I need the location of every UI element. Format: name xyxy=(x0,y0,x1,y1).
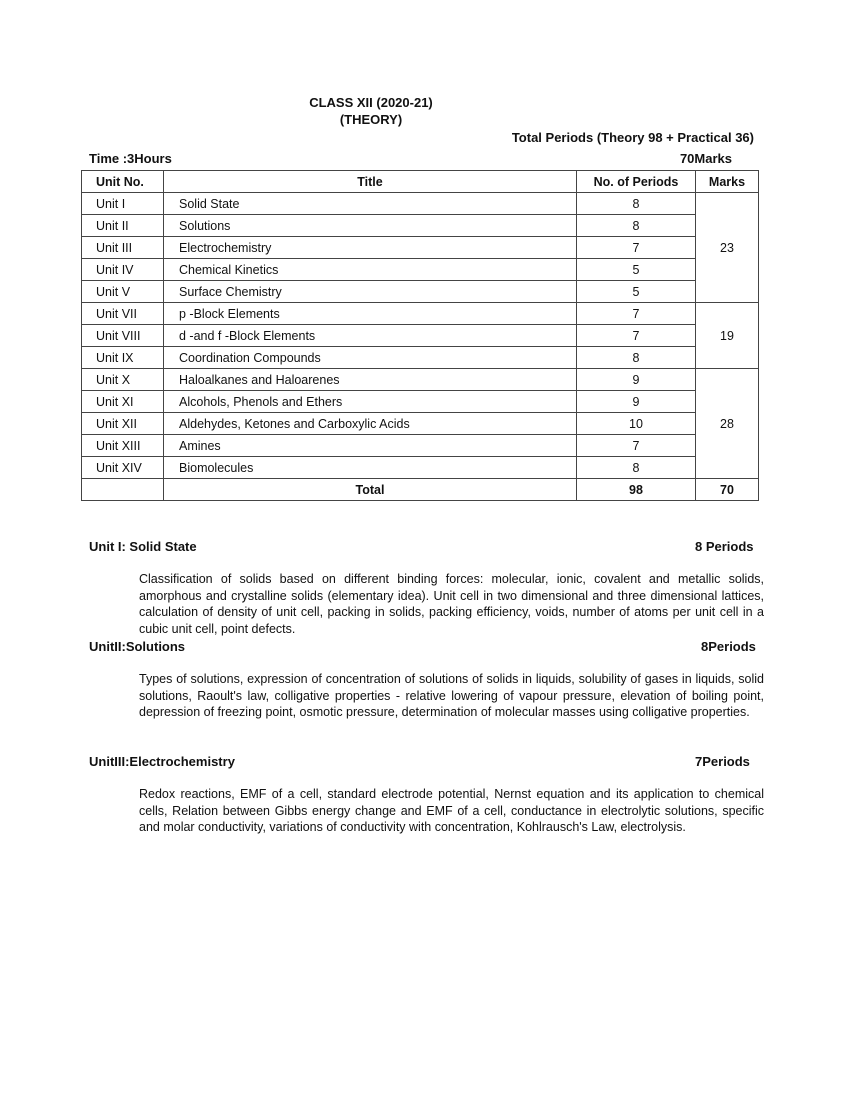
unit-cell: Unit III xyxy=(82,237,164,259)
title-cell: Amines xyxy=(164,435,577,457)
time-label: Time :3Hours xyxy=(89,151,172,166)
column-header-periods: No. of Periods xyxy=(577,171,696,193)
syllabus-table xyxy=(81,170,759,501)
table-row xyxy=(82,391,759,413)
table-row xyxy=(82,303,759,325)
column-header-title: Title xyxy=(164,171,577,193)
unit-cell: Unit IV xyxy=(82,259,164,281)
periods-cell: 5 xyxy=(577,259,696,281)
total-empty-cell xyxy=(82,479,164,501)
table-header-row xyxy=(82,171,759,193)
unit-cell: Unit II xyxy=(82,215,164,237)
periods-cell: 7 xyxy=(577,303,696,325)
unit-cell: Unit X xyxy=(82,369,164,391)
title-cell: Electrochemistry xyxy=(164,237,577,259)
total-periods-cell: 98 xyxy=(577,479,696,501)
total-row xyxy=(82,479,759,501)
periods-cell: 8 xyxy=(577,457,696,479)
class-heading: CLASS XII (2020-21) xyxy=(309,95,433,110)
section-periods-electrochemistry: 7Periods xyxy=(695,754,750,769)
title-cell: Coordination Compounds xyxy=(164,347,577,369)
table-row xyxy=(82,215,759,237)
total-label-cell: Total xyxy=(164,479,577,501)
table-row xyxy=(82,193,759,215)
unit-cell: Unit XI xyxy=(82,391,164,413)
theory-heading: (THEORY) xyxy=(339,112,403,127)
section-text-solid-state: Classification of solids based on different binding forces: molecular, ionic, covalent and metallic solids, amorphous and crystalline solids (elementary idea). Unit cell in two dimensional and three dimensional lattices, calculation of density of unit cell, packing in solids, packing efficiency, voids, number of atoms per unit cell in a cubic unit cell, point defects. xyxy=(139,572,764,636)
section-title-solid-state: Unit I: Solid State xyxy=(89,539,197,554)
table-row xyxy=(82,281,759,303)
title-cell: Biomolecules xyxy=(164,457,577,479)
unit-cell: Unit XII xyxy=(82,413,164,435)
section-text-electrochemistry: Redox reactions, EMF of a cell, standard electrode potential, Nernst equation and its application to chemical cells, Relation between Gibbs energy change and EMF of a cell, conductance in electrolytic solutions, specific and molar conductivity, variations of conductivity with concentration, Kohlrausch's Law, electrolysis. xyxy=(139,787,764,834)
table-row xyxy=(82,259,759,281)
marks-cell: 28 xyxy=(696,369,759,479)
unit-cell: Unit XIV xyxy=(82,457,164,479)
marks-label: 70Marks xyxy=(679,151,732,166)
title-cell: Surface Chemistry xyxy=(164,281,577,303)
marks-cell: 23 xyxy=(696,193,759,303)
periods-cell: 10 xyxy=(577,413,696,435)
title-cell: Solid State xyxy=(164,193,577,215)
periods-cell: 7 xyxy=(577,325,696,347)
table-row xyxy=(82,435,759,457)
title-cell: Alcohols, Phenols and Ethers xyxy=(164,391,577,413)
title-cell: Haloalkanes and Haloarenes xyxy=(164,369,577,391)
unit-cell: Unit V xyxy=(82,281,164,303)
table-row xyxy=(82,369,759,391)
section-text-solutions: Types of solutions, expression of concentration of solutions of solids in liquids, solubility of gases in liquids, solid solutions, Raoult's law, colligative properties - relative lowering of vapour pressure, elevation of boiling point, depression of freezing point, osmotic pressure, determination of molecular masses using colligative properties. xyxy=(139,672,764,719)
column-header-unit: Unit No. xyxy=(82,171,164,193)
periods-cell: 8 xyxy=(577,347,696,369)
section-periods-solutions: 8Periods xyxy=(701,639,756,654)
table-row xyxy=(82,457,759,479)
periods-cell: 5 xyxy=(577,281,696,303)
table-row xyxy=(82,325,759,347)
total-marks-cell: 70 xyxy=(696,479,759,501)
unit-cell: Unit I xyxy=(82,193,164,215)
title-cell: Aldehydes, Ketones and Carboxylic Acids xyxy=(164,413,577,435)
unit-cell: Unit VIII xyxy=(82,325,164,347)
unit-cell: Unit IX xyxy=(82,347,164,369)
title-cell: Solutions xyxy=(164,215,577,237)
unit-cell: Unit XIII xyxy=(82,435,164,457)
table-row xyxy=(82,237,759,259)
total-periods-heading: Total Periods (Theory 98 + Practical 36) xyxy=(511,130,754,145)
periods-cell: 8 xyxy=(577,215,696,237)
periods-cell: 8 xyxy=(577,193,696,215)
title-cell: Chemical Kinetics xyxy=(164,259,577,281)
periods-cell: 9 xyxy=(577,391,696,413)
title-cell: p -Block Elements xyxy=(164,303,577,325)
marks-cell: 19 xyxy=(696,303,759,369)
periods-cell: 7 xyxy=(577,435,696,457)
title-cell: d -and f -Block Elements xyxy=(164,325,577,347)
table-row xyxy=(82,413,759,435)
table-row xyxy=(82,347,759,369)
periods-cell: 7 xyxy=(577,237,696,259)
unit-cell: Unit VII xyxy=(82,303,164,325)
column-header-marks: Marks xyxy=(696,171,759,193)
section-periods-solid-state: 8 Periods xyxy=(695,539,754,554)
section-title-electrochemistry: UnitIII:Electrochemistry xyxy=(89,754,235,769)
section-title-solutions: UnitII:Solutions xyxy=(89,639,186,654)
periods-cell: 9 xyxy=(577,369,696,391)
